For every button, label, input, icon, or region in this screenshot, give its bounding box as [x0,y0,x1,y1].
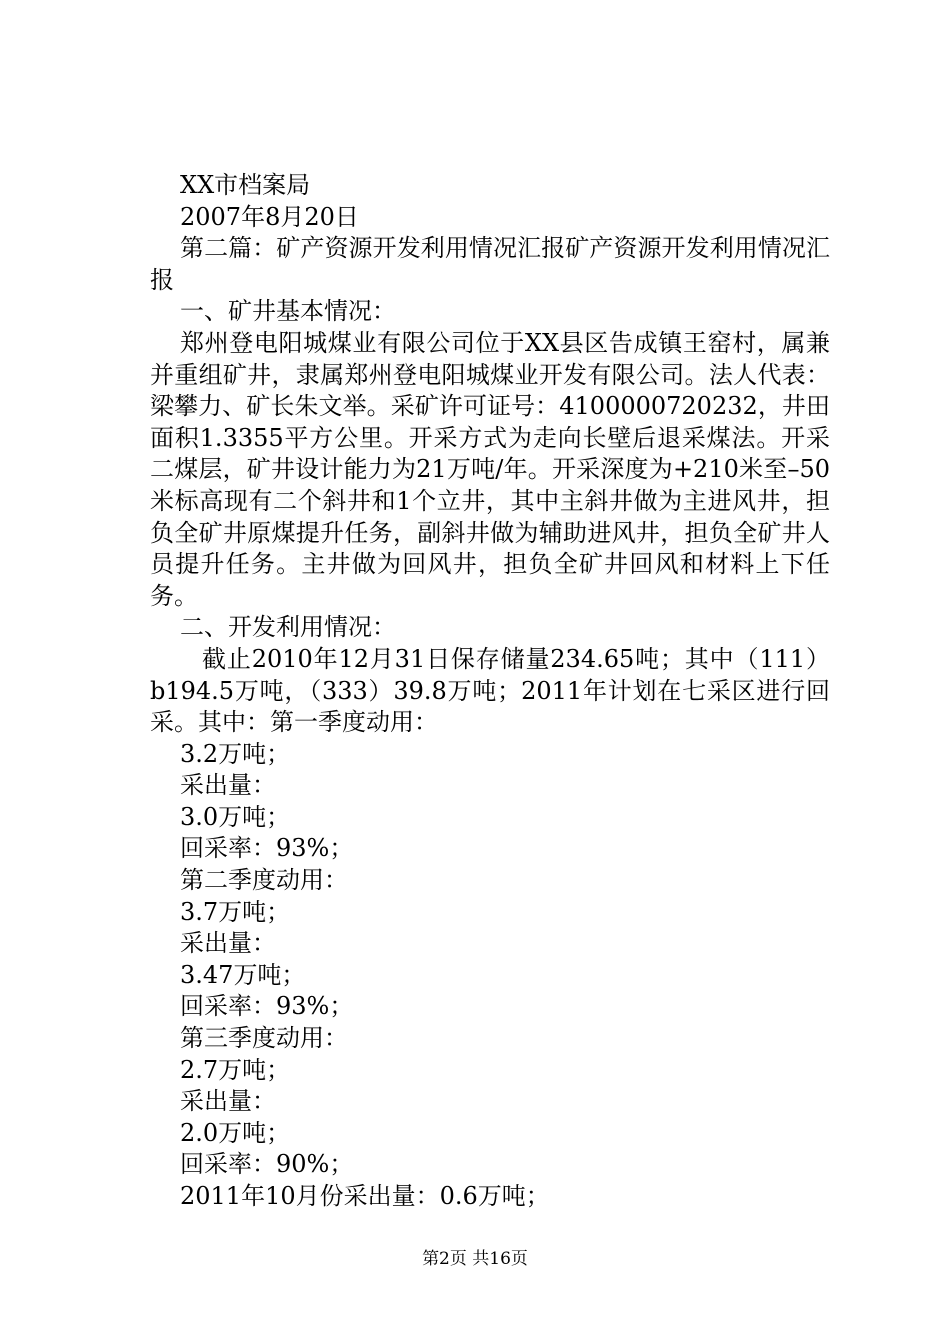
list-item: 2.0万吨； [180,1118,291,1147]
document-body [150,170,830,1213]
list-item: 3.47万吨； [180,960,306,989]
list-item: 采出量： [180,1087,276,1116]
list-item: 采出量： [180,929,276,958]
list-item: 3.0万吨； [180,802,291,831]
section-heading-basic-info: 一、矿井基本情况： [180,297,396,326]
list-item: 2.7万吨； [180,1055,291,1084]
page-number-footer: 第2页 共16页 [422,1249,528,1269]
issuer-line: XX市档案局 [180,171,311,199]
section-heading-development: 二、开发利用情况： [180,613,396,642]
list-item: 3.2万吨； [180,739,291,768]
section-paragraph-basic-info: 郑州登电阳城煤业有限公司位于XX县区告成镇王窑村，属兼并重组矿井，隶属郑州登电阳城煤业开发有限公司。法人代表：梁攀力、矿长朱文举。采矿许可证号：4100000720232，井田面积1.3355平方公里。开采方式为走向长壁后退采煤法。开采二煤层，矿井设计能力为21万吨/年。开采深度为+210米至–50米标高现有二个斜井和1个立井，其中主斜井做为主进风井，担负全矿井原煤提升任务，副斜井做为辅助进风井，担负全矿井人员提升任务。主井做为回风井，担负全矿井回风和材料上下任务。 [150,328,830,610]
list-item: 回采率：93%； [180,834,354,863]
list-item: 第三季度动用： [180,1024,348,1053]
date-line: 2007年8月20日 [180,202,359,231]
list-item: 第二季度动用： [180,866,348,895]
chapter-title: 第二篇：矿产资源开发利用情况汇报矿产资源开发利用情况汇报 [150,234,830,294]
list-item: 回采率：93%； [180,992,354,1021]
quarter-stats-list [150,739,830,1213]
list-item: 3.7万吨； [180,897,291,926]
list-item: 2011年10月份采出量：0.6万吨； [180,1182,550,1210]
list-item: 回采率：90%； [180,1150,354,1179]
list-item: 采出量： [180,771,276,800]
section-paragraph-development: 截止2010年12月31日保存储量234.65吨；其中（111）b194.5万吨，（333）39.8万吨；2011年计划在七采区进行回采。其中：第一季度动用： [150,644,830,737]
